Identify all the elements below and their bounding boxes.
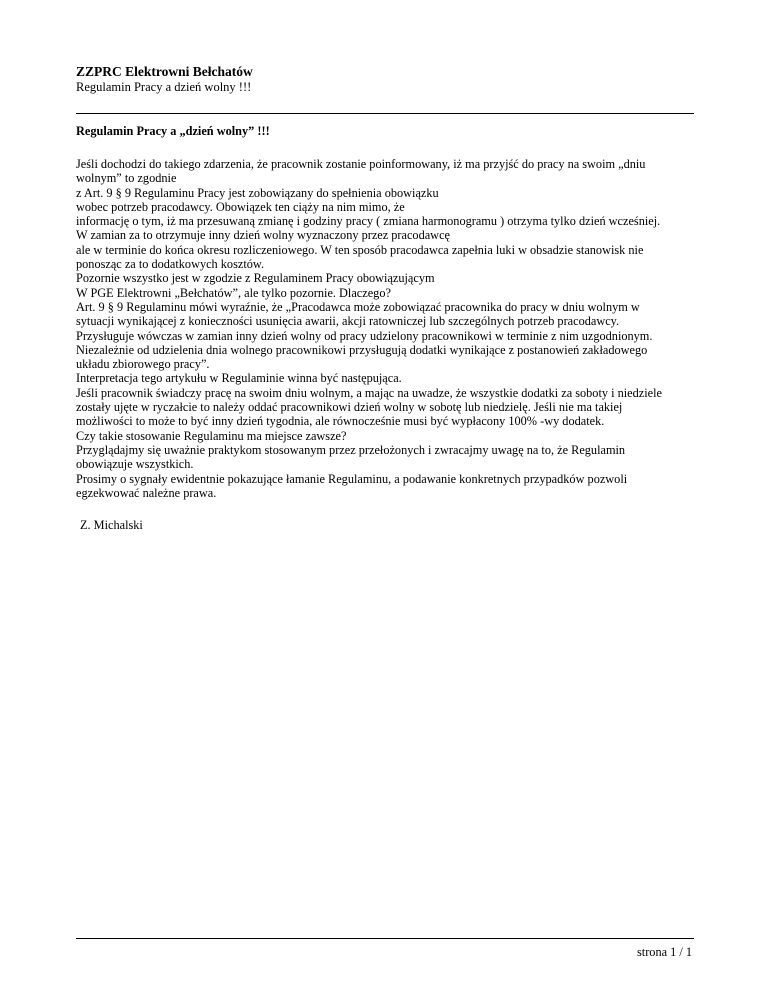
body-line: Prosimy o sygnały ewidentnie pokazujące łamanie Regulaminu, a podawanie konkretnych przypadków pozwoli (76, 471, 628, 486)
page-number: strona 1 / 1 (637, 945, 692, 959)
site-title: ZZPRC Elektrowni Bełchatów (76, 64, 253, 79)
body-line: wobec potrzeb pracodawcy. Obowiązek ten ciąży na nim mimo, że (76, 199, 405, 214)
body-line: Czy takie stosowanie Regulaminu ma miejsce zawsze? (76, 428, 347, 443)
body-line: zostały ujęte w ryczałcie to należy oddać pracownikowi dzień wolny w sobotę lub niedzielę. Jeśli nie ma takiej (76, 400, 623, 415)
header-divider (76, 113, 694, 114)
body-line: układu zbiorowego pracy”. (76, 357, 210, 372)
body-line: Pozornie wszystko jest w zgodzie z Regulaminem Pracy obowiązującym (76, 271, 435, 286)
author-signature: Z. Michalski (80, 518, 143, 533)
article-title: Regulamin Pracy a „dzień wolny” !!! (76, 124, 270, 138)
body-line: Przyglądajmy się uważnie praktykom stosowanym przez przełożonych i zwracajmy uwagę na to, że Regulamin (76, 442, 626, 457)
body-line: Jeśli dochodzi do takiego zdarzenia, że pracownik zostanie poinformowany, iż ma przyjść do pracy na swoim „dniu (76, 157, 646, 171)
body-line: możliwości to może to być inny dzień tygodnia, ale równocześnie musi być wypłacony 100% -wy dodatek. (76, 414, 605, 429)
footer-divider (76, 938, 694, 939)
body-line: W PGE Elektrowni „Bełchatów”, ale tylko pozornie. Dlaczego? (76, 285, 391, 300)
article (76, 124, 716, 532)
site-subtitle: Regulamin Pracy a dzień wolny !!! (76, 80, 252, 94)
body-line: wolnym” to zgodnie (76, 171, 177, 186)
article-body (76, 157, 716, 500)
body-line: Niezależnie od udzielenia dnia wolnego pracownikowi przysługują dodatki wynikające z postanowień zakładowego (76, 342, 648, 357)
body-line: ponosząc za to dodatkowych kosztów. (76, 257, 265, 272)
body-line: Interpretacja tego artykułu w Regulaminie winna być następująca. (76, 371, 402, 386)
body-line: z Art. 9 § 9 Regulaminu Pracy jest zobowiązany do spełnienia obowiązku (76, 185, 439, 200)
body-line: egzekwować należne prawa. (76, 485, 217, 500)
body-line: obowiązuje wszystkich. (76, 457, 194, 472)
body-line: Jeśli pracownik świadczy pracę na swoim dniu wolnym, a mając na uwadze, że wszystkie dodatki za soboty i niedziele (76, 385, 662, 400)
body-line: Przysługuje wówczas w zamian inny dzień wolny od pracy udzielony pracownikowi w terminie z nim uzgodnionym. (76, 328, 653, 343)
body-line: informację o tym, iż ma przesuwaną zmianę i godziny pracy ( zmiana harmonogramu ) otrzyma tylko dzień wcześniej. (76, 214, 661, 229)
document-header (76, 64, 696, 95)
body-line: W zamian za to otrzymuje inny dzień wolny wyznaczony przez pracodawcę (76, 228, 450, 243)
body-line: Art. 9 § 9 Regulaminu mówi wyraźnie, że „Pracodawca może zobowiązać pracownika do pracy w dniu wolnym w (76, 299, 640, 314)
body-line: sytuacji wynikającej z konieczności usunięcia awarii, akcji ratowniczej lub szczególnych potrzeb pracodawcy. (76, 314, 620, 329)
body-line: ale w terminie do końca okresu rozliczeniowego. W ten sposób pracodawca zapełnia luki w obsadzie stanowisk nie (76, 242, 644, 257)
